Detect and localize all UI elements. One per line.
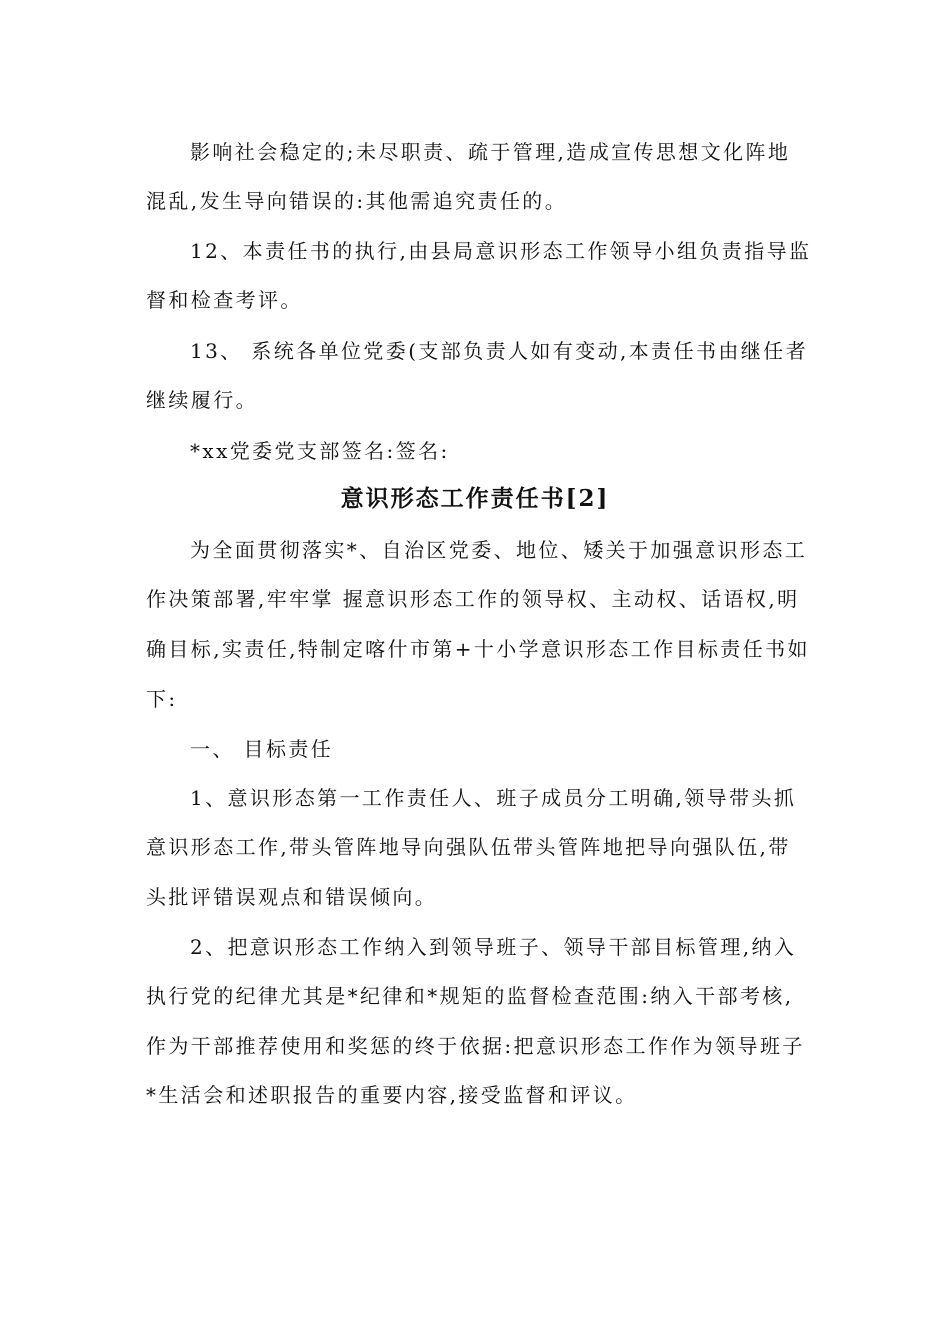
section-heading: 一、 目标责任 xyxy=(190,737,334,761)
paragraph-line: 1、意识形态第一工作责任人、班子成员分工明确,领导带头抓 xyxy=(190,786,797,810)
paragraph-line: 执行党的纪律尤其是*纪律和*规矩的监督检查范围:纳入干部考核, xyxy=(146,984,794,1008)
paragraph-line: 12、本责任书的执行,由县局意识形态工作领导小组负责指导监 xyxy=(190,239,812,263)
paragraph-line: 2、把意识形态工作纳入到领导班子、领导干部目标管理,纳入 xyxy=(190,935,797,959)
paragraph-line: 作为干部推荐使用和奖惩的终于依据:把意识形态工作作为领导班子 xyxy=(146,1034,805,1058)
signature-line: *xx党委党支部签名:签名: xyxy=(190,439,450,463)
paragraph-line: *生活会和述职报告的重要内容,接受监督和评议。 xyxy=(146,1083,638,1107)
paragraph-line: 督和检查考评。 xyxy=(146,288,303,312)
paragraph-line: 下: xyxy=(146,687,178,711)
paragraph-line: 意识形态工作,带头管阵地导向强队伍带头管阵地把导向强队伍,带 xyxy=(146,835,791,859)
paragraph-line: 13、 系统各单位党委(支部负责人如有变动,本责任书由继任者 xyxy=(190,339,808,363)
paragraph-line: 确目标,实责任,特制定喀什市第+十小学意识形态工作目标责任书如 xyxy=(146,637,810,661)
paragraph-line: 混乱,发生导向错误的:其他需追究责任的。 xyxy=(146,189,568,213)
paragraph-line: 头批评错误观点和错误倾向。 xyxy=(146,885,438,909)
paragraph-line: 作决策部署,牢牢掌 握意识形态工作的领导权、主动权、话语权,明 xyxy=(146,587,800,611)
paragraph-line: 为全面贯彻落实*、自治区党委、地位、矮关于加强意识形态工 xyxy=(190,538,808,562)
page-title: 意识形态工作责任书[2] xyxy=(340,485,610,512)
paragraph-line: 继续履行。 xyxy=(146,388,258,412)
paragraph-line: 影响社会稳定的;未尽职责、疏于管理,造成宣传思想文化阵地 xyxy=(190,140,791,164)
